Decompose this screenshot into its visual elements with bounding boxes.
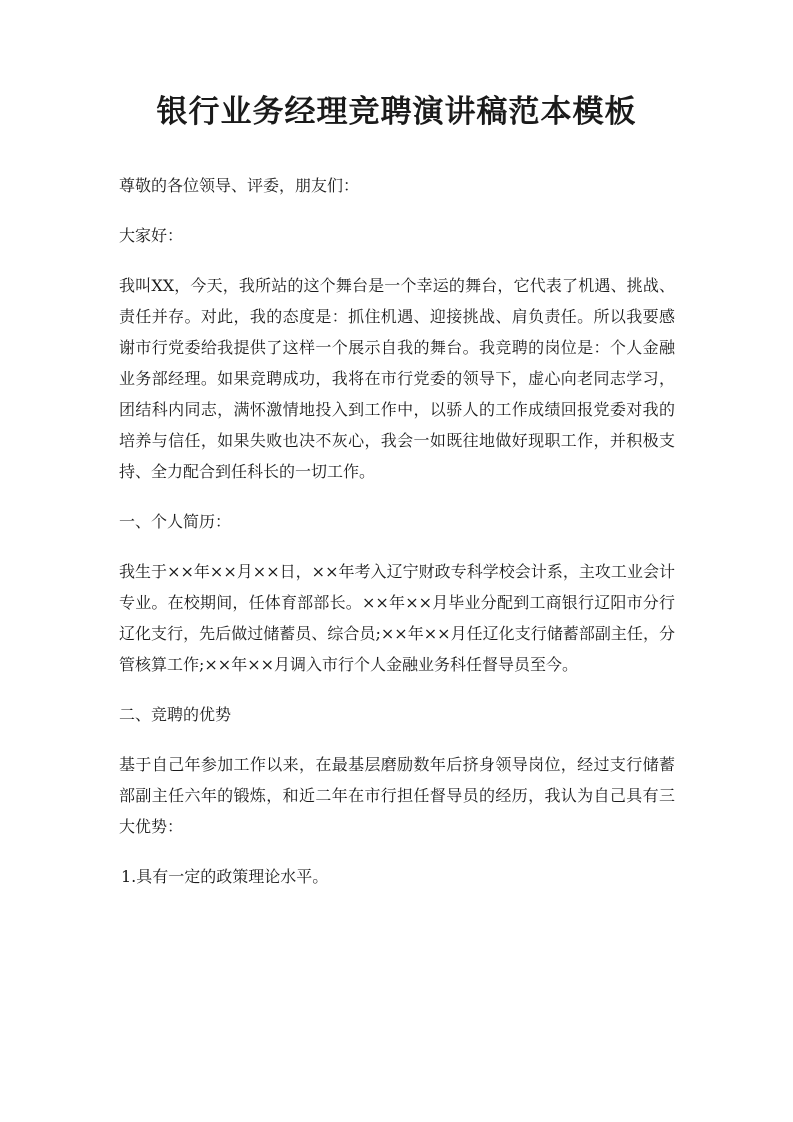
advantages-paragraph: 基于自己年参加工作以来，在最基层磨励数年后挤身领导岗位，经过支行储蓄部副主任六年的锻炼，和近二年在市行担任督导员的经历，我认为自己具有三大优势： (119, 755, 675, 836)
document-title: 银行业务经理竞聘演讲稿范本模板 (156, 94, 637, 130)
salutation-paragraph: 尊敬的各位领导、评委，朋友们： (119, 176, 360, 195)
section-heading-advantages: 二、竞聘的优势 (119, 705, 232, 724)
document-body (119, 170, 675, 911)
greeting-paragraph: 大家好： (119, 226, 184, 245)
resume-paragraph: 我生于××年××月××日，××年考入辽宁财政专科学校会计系，主攻工业会计专业。在校期间，任体育部部长。××年××月毕业分配到工商银行辽阳市分行辽化支行，先后做过储蓄员、综合员;××年××月任辽化支行储蓄部副主任，分管核算工作;××年××月调入市行个人金融业务科任督导员至今。 (119, 562, 675, 674)
advantage-list-item: 1.具有一定的政策理论水平。 (121, 867, 329, 886)
section-heading-resume: 一、个人简历： (119, 512, 232, 531)
introduction-paragraph: 我叫XX，今天，我所站的这个舞台是一个幸运的舞台，它代表了机遇、挑战、责任并存。对此，我的态度是：抓住机遇、迎接挑战、肩负责任。所以我要感谢市行党委给我提供了这样一个展示自我的舞台。我竞聘的岗位是：个人金融业务部经理。如果竞聘成功，我将在市行党委的领导下，虚心向老同志学习，团结科内同志，满怀激情地投入到工作中，以骄人的工作成绩回报党委对我的培养与信任，如果失败也决不灰心，我会一如既往地做好现职工作，并积极支持、全力配合到任科长的一切工作。 (119, 276, 675, 481)
